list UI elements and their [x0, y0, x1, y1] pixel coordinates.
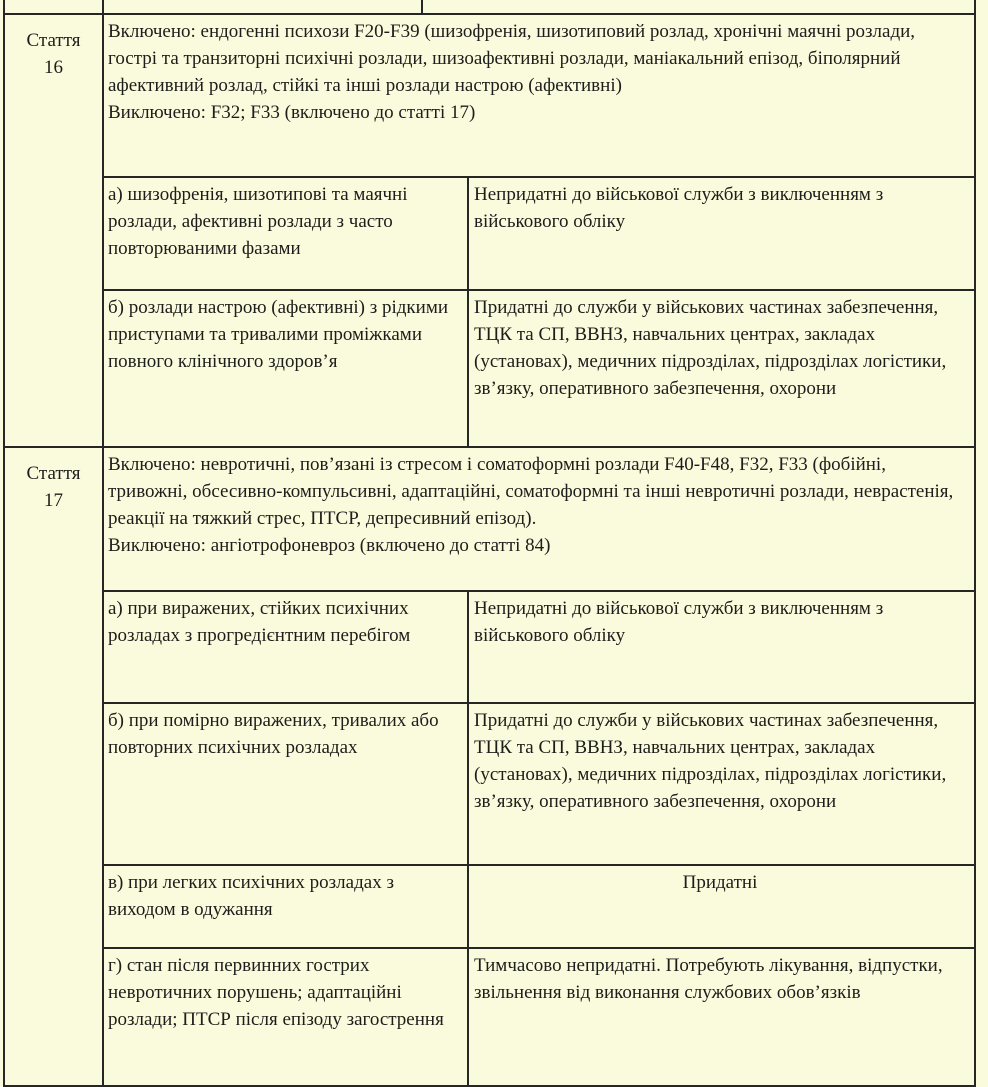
condition-cell: г) стан після первинних гострих невротичних порушень; адаптаційні розлади; ПТСР після епізоду загострення [104, 949, 469, 1085]
article-number: 16 [44, 57, 63, 78]
article-17-scope-cell [104, 448, 974, 592]
table-row [104, 866, 974, 949]
verdict-cell: Придатні [682, 872, 758, 893]
article-17-body [104, 448, 974, 1085]
article-number: 17 [44, 490, 63, 511]
column-divider [102, 0, 104, 13]
article-16-body [104, 15, 974, 446]
table-row [104, 592, 974, 704]
table-row [104, 704, 974, 866]
article-16-number [5, 15, 104, 446]
verdict-cell: Тимчасово непридатні. Потребують лікування, відпустки, звільнення від виконання службових обов’язків [474, 955, 943, 1003]
condition-cell: б) при помірно виражених, тривалих або повторних психічних розладах [104, 704, 469, 864]
included-text: Включено: ендогенні психози F20-F39 (шизофренія, шизотиповий розлад, хронічні маячні розлади, гострі та транзиторні психічні розлади, шизоафективні розлади, маніакальний епізод, біполярний афективний розлад, стійкі та інші розлади настрою (афективні) [108, 21, 916, 96]
condition-cell: а) при виражених, стійких психічних розладах з прогредієнтним перебігом [104, 592, 469, 702]
article-17-number [5, 448, 104, 1085]
article-16-block [5, 15, 974, 448]
verdict-cell: Придатні до служби у військових частинах забезпечення, ТЦК та СП, ВВНЗ, навчальних центрах, закладах (установах), медичних підрозділах, підрозділах логістики, зв’язку, оперативного забезпечення, охорони [474, 297, 947, 399]
table-row [104, 949, 974, 1085]
article-16-scope-cell [104, 15, 974, 178]
table-row [104, 178, 974, 291]
article-word: Стаття [26, 463, 81, 484]
verdict-cell: Непридатні до військової служби з виключенням з військового обліку [474, 598, 884, 646]
table-row [104, 291, 974, 446]
included-text: Включено: невротичні, пов’язані із стресом і соматоформні розлади F40-F48, F32, F33 (фобійні, тривожні, обсесивно-компульсивні, адаптаційні, соматоформні та інші невротичні розлади, неврастенія, реакції на тяжкий стрес, ПТСР, депресивний епізод). [108, 454, 954, 529]
condition-cell: в) при легких психічних розладах з виходом в одужання [104, 866, 469, 947]
condition-cell: а) шизофренія, шизотипові та маячні розлади, афективні розлади з часто повторюваними фазами [104, 178, 469, 289]
verdict-cell: Придатні до служби у військових частинах забезпечення, ТЦК та СП, ВВНЗ, навчальних центрах, закладах (установах), медичних підрозділах, підрозділах логістики, зв’язку, оперативного забезпечення, охорони [474, 710, 947, 812]
verdict-cell: Непридатні до військової служби з виключенням з військового обліку [474, 184, 884, 232]
column-divider [421, 0, 423, 13]
previous-row-remnant [5, 0, 974, 15]
fitness-table [3, 0, 976, 1087]
article-17-block [5, 448, 974, 1085]
article-word: Стаття [26, 30, 81, 51]
condition-cell: б) розлади настрою (афективні) з рідкими приступами та тривалими проміжками повного клінічного здоров’я [104, 291, 469, 446]
excluded-text: Виключено: ангіотрофоневроз (включено до статті 84) [108, 535, 551, 556]
excluded-text: Виключено: F32; F33 (включено до статті 17) [108, 102, 476, 123]
